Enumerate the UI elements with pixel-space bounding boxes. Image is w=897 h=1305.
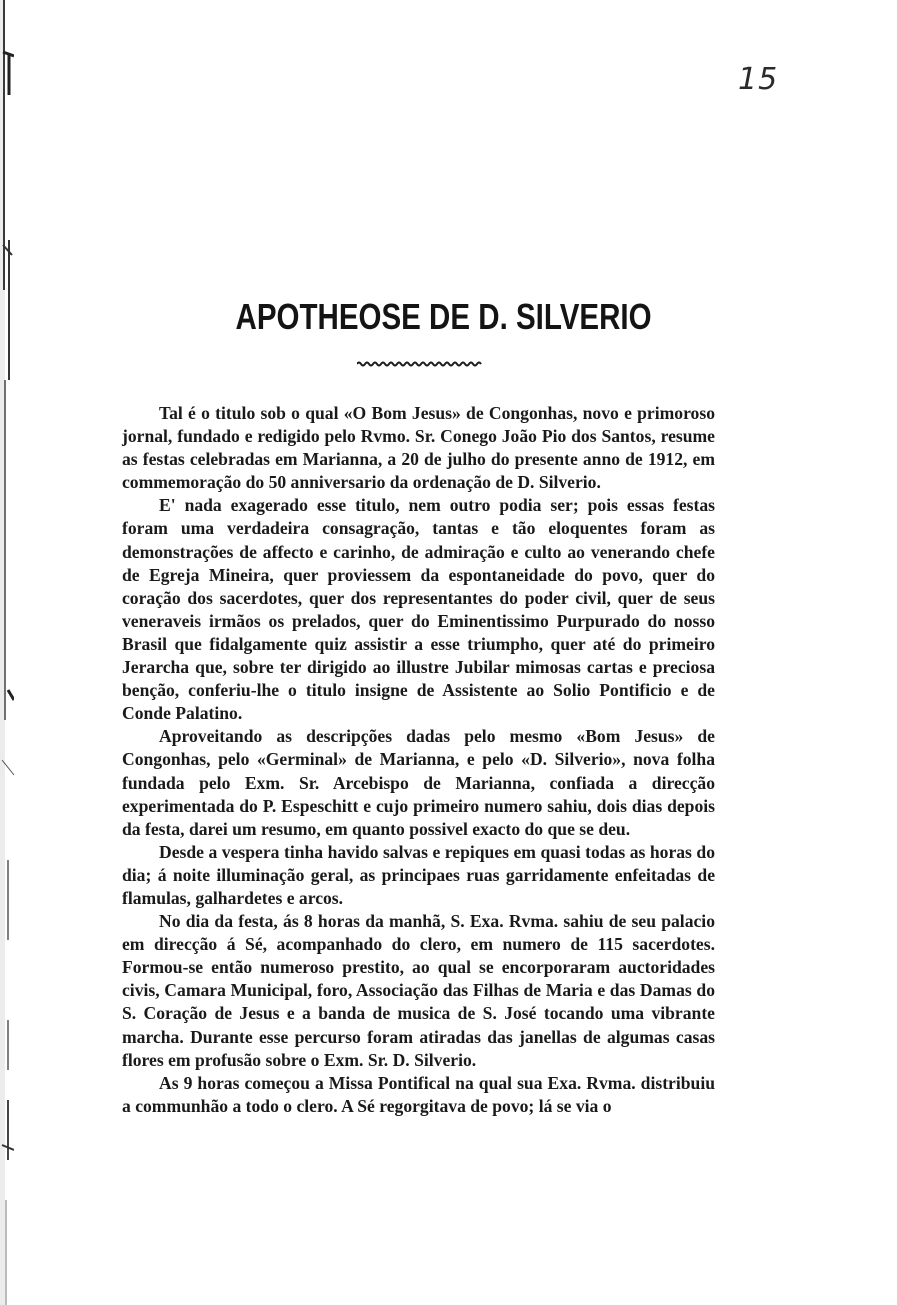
paragraph: Desde a vespera tinha havido salvas e repiques em quasi todas as horas do dia; á noite illuminação geral, as principaes ruas garridamente enfeitadas de flamulas, galhardetes e arcos. <box>122 841 715 908</box>
binding-edge-marks <box>0 0 14 1305</box>
paragraph: Aproveitando as descripções dadas pelo mesmo «Bom Jesus» de Congonhas, pelo «Germinal» de Marianna, e pelo «D. Silverio», nova folha fundada pelo Exm. Sr. Arcebispo de Marianna, confiada a direcção experimentada do P. Espeschitt e cujo primeiro numero sahiu, dois dias depois da festa, darei um resumo, em quanto possivel exacto do que se deu. <box>122 726 715 839</box>
paragraph: As 9 horas começou a Missa Pontifical na qual sua Exa. Rvma. distribuiu a communhão a todo o clero. A Sé regorgitava de povo; lá se via o <box>122 1072 715 1116</box>
body-text <box>122 402 715 1118</box>
paragraph: E' nada exagerado esse titulo, nem outro podia ser; pois essas festas foram uma verdadeira consagração, tantas e tão eloquentes foram as demonstrações de affecto e carinho, de admiração e culto ao venerando chefe de Egreja Mineira, quer proviessem da espontaneidade do povo, quer do coração dos sacerdotes, quer dos representantes do poder civil, quer de seus veneraveis irmãos os prelados, quer do Eminentissimo Purpurado do nosso Brasil que fidalgamente quiz assistir a esse triumpho, quer até do primeiro Jerarcha que, sobre ter dirigido ao illustre Jubilar mimosas cartas e preciosa benção, conferiu-lhe o titulo insigne de Assistente ao Solio Pontificio e de Conde Palatino. <box>122 495 715 724</box>
paragraph: No dia da festa, ás 8 horas da manhã, S. Exa. Rvma. sahiu de seu palacio em direcção á Sé, acompanhado do clero, em numero de 115 sacerdotes. Formou-se então numeroso prestito, ao qual se encorporaram auctoridades civis, Camara Municipal, foro, Associação das Filhas de Maria e das Damas do S. Coração de Jesus e a banda de musica de S. José tocando uma vibrante marcha. Durante esse percurso foram atiradas das janellas de algumas casas flores em profusão sobre o Exm. Sr. D. Silverio. <box>122 911 715 1070</box>
title-ornament-rule <box>357 360 482 368</box>
page-title: APOTHEOSE DE D. SILVERIO <box>235 296 652 337</box>
page-number: 15 <box>738 62 779 97</box>
paragraph: Tal é o titulo sob o qual «O Bom Jesus» de Congonhas, novo e primoroso jornal, fundado e redigido pelo Rvmo. Sr. Conego João Pio dos Santos, resume as festas celebradas em Marianna, a 20 de julho do presente anno de 1912, em commemoração do 50 anniversario da ordenação de D. Silverio. <box>122 403 715 493</box>
